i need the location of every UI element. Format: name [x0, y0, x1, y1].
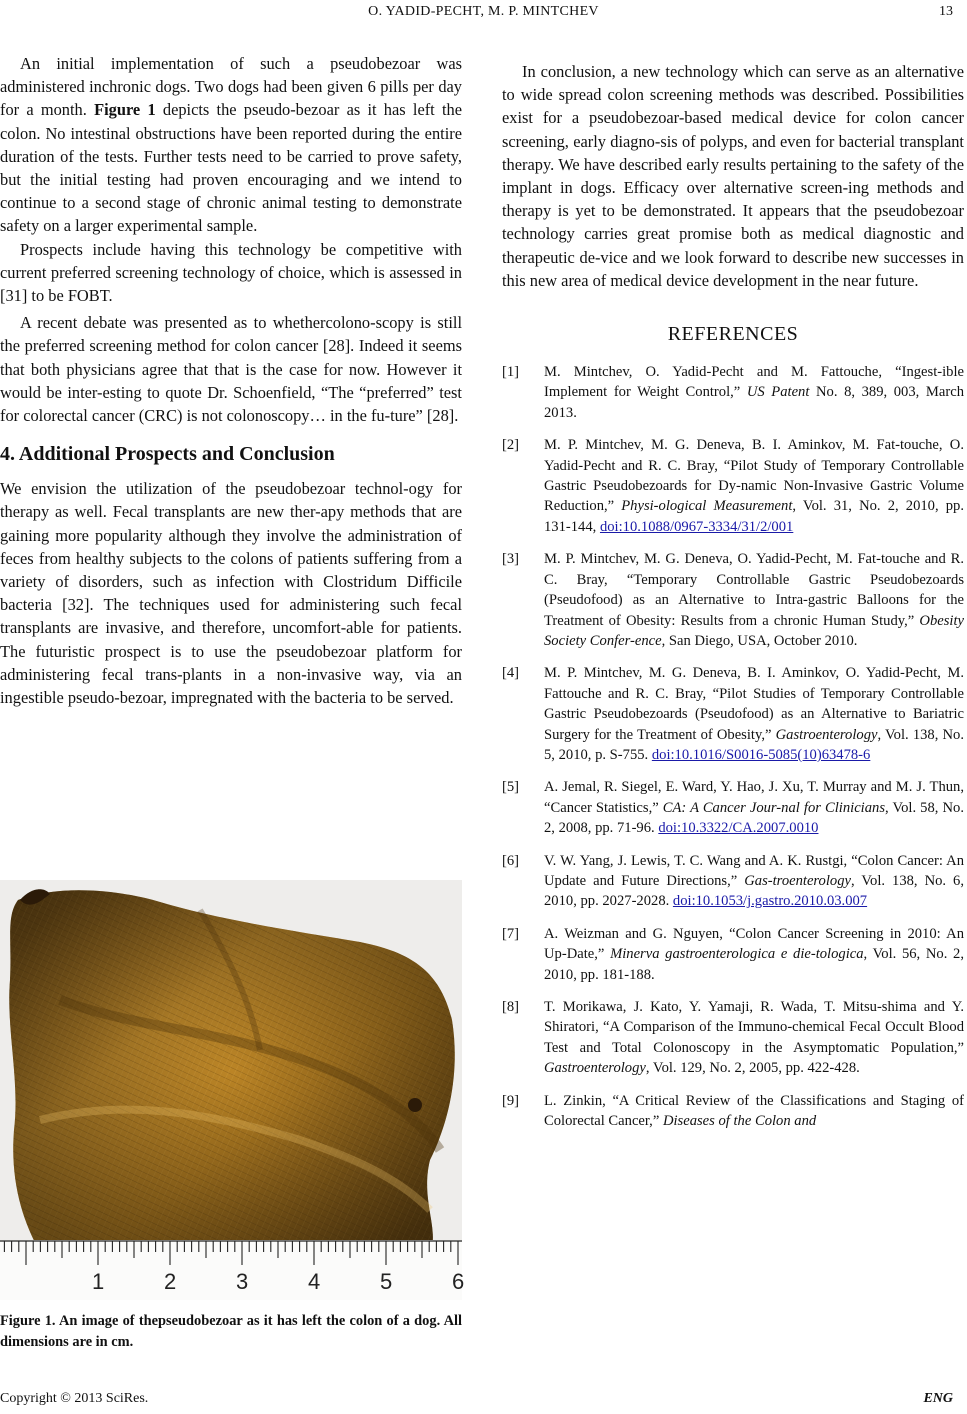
pseudobezoar-photo — [0, 880, 465, 1300]
doi-link[interactable]: doi:10.1088/0967-3334/31/2/001 — [599, 518, 794, 535]
reference-text: M. P. Mintchev, M. G. Deneva, B. I. Aminkov, M. Fat-touche, O. Yadid-Pecht and R. C. Bray, “Pilot Study of Temporary Controllable Gastric Pseudobezoards for Dy-namic Non-Invasive Gastric Volume Reduction,” Physi-ological Measurement, Vol. 31, No. 2, 2010, pp. 131-144, doi:10.1088/0967-3334/31/2/001 — [544, 437, 964, 535]
reference-text: V. W. Yang, J. Lewis, T. C. Wang and A. K. Rustgi, “Colon Cancer: An Update and Future Directions,” Gas-troenterology, Vol. 138, No. 6, 2010, pp. 2027-2028. doi:10.1053/j.gastro.2010.03.007 — [544, 852, 965, 910]
ruler-label: 3 — [236, 1269, 249, 1294]
section-heading-4: 4. Additional Prospects and Conclusion — [0, 443, 335, 466]
figure-reference[interactable]: Figure 1 — [94, 100, 156, 120]
reference-number: [2] — [502, 437, 520, 454]
paragraph-therapy: We envision the utilization of the pseudobezoar technol-ogy for therapy as well. Fecal transplants are new ther-apy methods that are gaining more popularity although they involve the administration of feces from healthy subjects to the colons of patients suffering from a variety of disorders, such as infection with Clostridum Difficile bacteria [32]. The techniques used for administering such fecal transplants are invasive, and therefore, uncomfort-able for patients. The futuristic prospect is to use the pseudobezoar platform for administering fecal trans-plants in a non-invasive way, via an ingestible pseudo-bezoar, impregnated with the bacteria to be served. — [0, 479, 462, 708]
reference-item — [502, 851, 964, 912]
reference-text: M. P. Mintchev, M. G. Deneva, O. Yadid-Pecht, M. Fat-touche and R. C. Bray, “Temporary Controllable Gastric Pseudobezoards (Pseudofood) as an Alternative to Intra-gastric Balloons for the Treatment of Obesity: Results from a chronic Human Study,” Obesity Society Confer-ence, San Diego, USA, October 2010. — [544, 551, 964, 649]
doi-link[interactable]: doi:10.3322/CA.2007.0010 — [658, 820, 819, 837]
reference-item — [502, 549, 964, 651]
reference-number: [8] — [502, 999, 520, 1015]
reference-item — [502, 777, 964, 838]
reference-item — [502, 362, 964, 423]
reference-list — [502, 362, 964, 1131]
paragraph-initial-implementation: An initial implementation of such a pseudobezoar was administered inchronic dogs. Two dogs had been given 6 pills per day for a month. Figure 1 depicts the pseudo-bezoar as it has left the colon. No intestinal obstructions have been reported during the entire duration of the tests. Further tests need to be carried to prove safety, but the initial testing had proven encouraging and we intend to continue to a second stage of chronic animal testing to demonstrate safety on a larger experimental sample. — [0, 54, 462, 236]
reference-number: [7] — [502, 925, 520, 942]
ruler-label: 6 — [452, 1269, 465, 1294]
reference-text: M. Mintchev, O. Yadid-Pecht and M. Fattouche, “Ingest-ible Implement for Weight Control,” US Patent No. 8, 389, 003, March 2013. — [544, 364, 964, 421]
references-heading: REFERENCES — [667, 323, 799, 346]
reference-item — [502, 997, 964, 1079]
reference-text: M. P. Mintchev, M. G. Deneva, B. I. Aminkov, O. Yadid-Pecht, M. Fattouche and R. C. Bray, “Pilot Studies of Temporary Controllable Gastric Pseudobezoards (Pseudofood) as an Alternative to Bariatric Surgery for the Treatment of Obesity,” Gastroenterology, Vol. 138, No. 5, 2010, p. S-755. doi:10.1016/S0016-5085(10)63478-6 — [544, 665, 964, 763]
reference-item — [502, 663, 964, 765]
footer-copyright: Copyright © 2013 SciRes. — [0, 1391, 149, 1406]
reference-item — [502, 1091, 964, 1132]
reference-item — [502, 924, 964, 985]
ruler-label: 4 — [308, 1269, 321, 1294]
reference-text: A. Weizman and G. Nguyen, “Colon Cancer Screening in 2010: An Up-Date,” Minerva gastroenterologica e die-tologica, Vol. 56, No. 2, 2010, pp. 181-188. — [544, 925, 965, 983]
ruler-label: 1 — [92, 1269, 105, 1294]
left-column — [0, 52, 462, 709]
doi-link[interactable]: doi:10.1053/j.gastro.2010.03.007 — [672, 893, 868, 910]
reference-number: [1] — [502, 364, 520, 381]
reference-number: [6] — [502, 852, 520, 869]
page-number: 13 — [939, 4, 953, 19]
pseudobezoar-image — [0, 880, 465, 1300]
figure-caption: Figure 1. An image of thepseudobezoar as it has left the colon of a dog. All dimensions are in cm. — [0, 1313, 462, 1350]
reference-text: T. Morikawa, J. Kato, Y. Yamaji, R. Wada, T. Mitsu-shima and Y. Shiratori, “A Comparison of the Immuno-chemical Fecal Occult Blood Test and Total Colonoscopy in the Asymptomatic Population,” Gastroenterology, Vol. 129, No. 2, 2005, pp. 422-428. — [544, 999, 964, 1077]
ruler-label: 5 — [380, 1269, 393, 1294]
ruler-label: 2 — [164, 1269, 177, 1294]
reference-item — [502, 435, 964, 537]
running-header-authors: O. YADID-PECHT, M. P. MINTCHEV — [368, 4, 599, 19]
reference-number: [9] — [502, 1092, 520, 1109]
reference-text: L. Zinkin, “A Critical Review of the Classifications and Staging of Colorectal Cancer,” Diseases of the Colon and — [544, 1092, 964, 1130]
paragraph-prospects: Prospects include having this technology be competitive with current preferred screening technology of choice, which is assessed in [31] to be FOBT. — [0, 239, 462, 306]
paragraph-conclusion: In conclusion, a new technology which can serve as an alternative to wide spread colon screening methods was described. Possibilities exist for a pseudobezoar-based medical device for colon cancer screening, early diagno-sis of polyps, and even for bacterial transplant therapy. We have described early results pertaining to the safety of the implant in dogs. Efficacy over alternative screen-ing methods and therapy is yet to be demonstrated. It appears that the pseudobezoar technology carries great promise both as medical diagnostic and therapeutic de-vice and we look forward to describe new successes in this new area of medical device development in the near future. — [502, 62, 964, 290]
paragraph-debate: A recent debate was presented as to whethercolono-scopy is still the preferred screening method for colon cancer [28]. Indeed it seems that both physicians agree that that is the case for now. However it would be inter-esting to quote Dr. Schoenfield, “The “preferred” test for colorectal cancer (CRC) is not colonoscopy… in the fu-ture” [28]. — [0, 313, 462, 426]
reference-number: [5] — [502, 779, 520, 796]
reference-number: [3] — [502, 551, 520, 568]
right-column — [502, 60, 964, 1143]
footer-journal: ENG — [923, 1391, 953, 1406]
reference-number: [4] — [502, 665, 520, 682]
reference-text: A. Jemal, R. Siegel, E. Ward, Y. Hao, J. Xu, T. Murray and M. J. Thun, “Cancer Statistics,” CA: A Cancer Jour-nal for Clinicians, Vol. 58, No. 2, 2008, pp. 71-96. doi:10.3322/CA.2007.0010 — [544, 779, 964, 837]
doi-link[interactable]: doi:10.1016/S0016-5085(10)63478-6 — [651, 746, 871, 763]
